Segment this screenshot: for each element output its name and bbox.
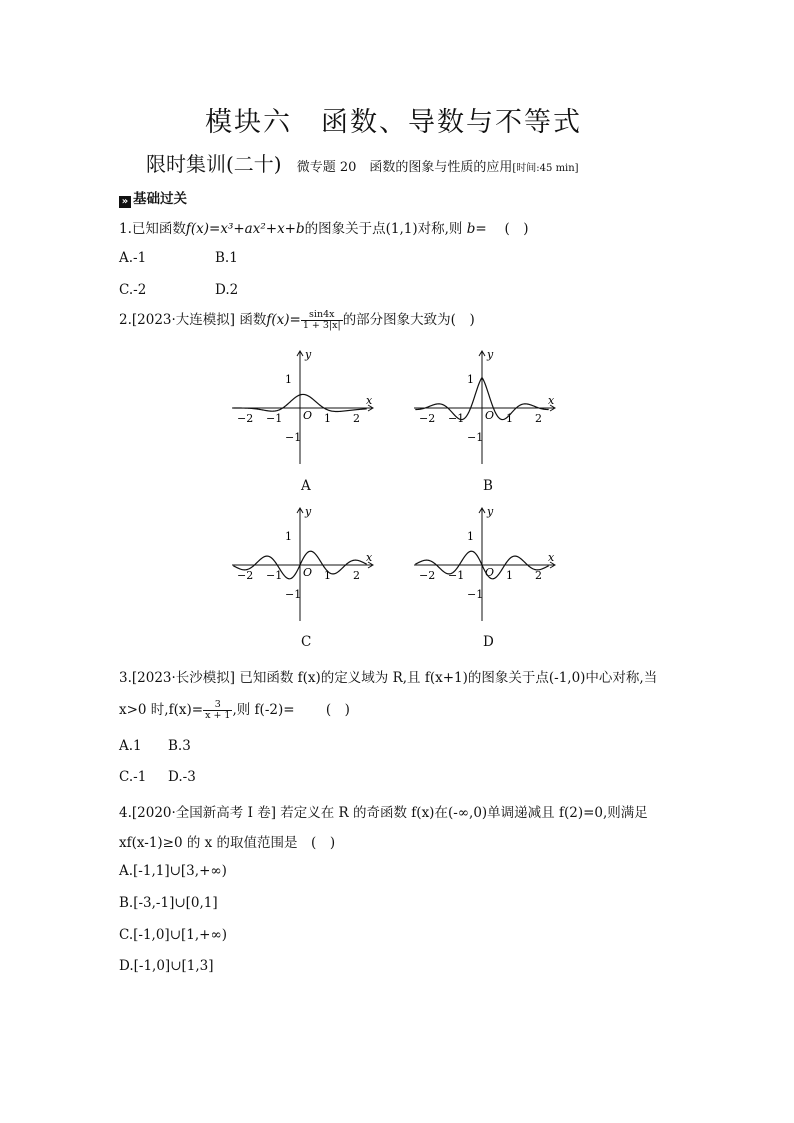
y-axis-name: y [487,505,494,518]
question-1 [119,217,529,237]
q1-option-c[interactable]: C.-2 [119,282,147,298]
q2-fraction [301,310,343,331]
q2-post: 的部分图象大致为( ) [342,312,475,328]
y-axis-name: y [305,505,312,518]
q4-line-2: xf(x-1)≥0 的 x 的取值范围是 ( ) [119,835,336,851]
x-tick-label: −2 [237,569,254,582]
q3-denominator: x + 1 [205,710,231,721]
graph-svg [410,503,560,623]
q3-line2-post: ,则 f(-2)= ( ) [232,702,350,718]
y-tick-label: 1 [467,373,474,386]
q1-option-d[interactable]: D.2 [215,282,239,298]
x-tick-label: 1 [506,569,513,582]
y-tick-label: 1 [285,530,292,543]
q2-fx: f(x)= [266,312,301,328]
x-tick-label: −2 [237,412,254,425]
x-tick-label: 2 [353,569,360,582]
x-tick-label: 1 [506,412,513,425]
q2-pre: 2.[2023·大连模拟] 函数 [119,312,267,328]
graph-a [228,346,378,470]
graph-label-a[interactable]: A [301,478,311,494]
x-tick-label: −1 [448,412,465,425]
q2-denominator: 1 + 3|x| [302,320,341,331]
q3-line-2 [119,698,350,721]
x-tick-label: −1 [448,569,465,582]
topic: 微专题 20 函数的图象与性质的应用 [296,160,513,175]
y-axis-name: y [487,348,494,361]
q3-option-b[interactable]: B.3 [168,738,191,754]
q3-option-c[interactable]: C.-1 [119,769,147,785]
q1-option-b[interactable]: B.1 [215,250,238,266]
q4-line-1: 4.[2020·全国新高考 I 卷] 若定义在 R 的奇函数 f(x)在(-∞,0)单调递减且 f(2)=0,则满足 [119,805,648,821]
x-tick-label: −1 [266,412,283,425]
x-tick-label: 2 [535,569,542,582]
q1-post: 的图象关于点(1,1)对称,则 [304,221,463,237]
y-tick-label: −1 [285,431,302,444]
q3-line-1: 3.[2023·长沙模拟] 已知函数 f(x)的定义域为 R,且 f(x+1)的图象关于点(-1,0)中心对称,当 [119,670,658,686]
x-tick-label: 2 [353,412,360,425]
x-axis-name: x [548,551,555,564]
graph-label-c[interactable]: C [301,634,312,650]
x-tick-label: −2 [419,569,436,582]
x-tick-label: 2 [535,412,542,425]
y-tick-label: 1 [285,373,292,386]
q4-option-d[interactable]: D.[-1,0]∪[1,3] [119,958,214,974]
q1-pre: 1.已知函数 [119,221,186,237]
subtitle: 限时集训(二十) [146,152,282,176]
q1-option-a[interactable]: A.-1 [119,250,147,266]
y-axis-name: y [305,348,312,361]
double-chevron-icon: » [119,196,131,208]
x-tick-label: −1 [266,569,283,582]
x-tick-label: 1 [324,412,331,425]
x-tick-label: 1 [324,569,331,582]
q4-option-a[interactable]: A.[-1,1]∪[3,+∞) [119,863,227,879]
q3-line2-pre: x>0 时,f(x)= [119,702,204,718]
y-tick-label: −1 [467,431,484,444]
q4-option-c[interactable]: C.[-1,0]∪[1,+∞) [119,927,227,943]
q1-var: b [466,221,476,237]
graph-svg [410,346,560,466]
section-label: 基础过关 [133,191,187,207]
q3-fraction [203,700,232,721]
subtitle-line [146,148,579,177]
x-axis-name: x [548,394,555,407]
q1-formula: f(x)=x³+ax²+x+b [185,221,305,237]
origin-label: O [485,409,495,422]
graph-d [410,503,560,627]
q3-numerator: 3 [203,700,232,711]
time-limit: [时间:45 min] [512,163,579,174]
origin-label: O [303,566,313,579]
graph-b [410,346,560,470]
question-2 [119,308,475,331]
y-tick-label: −1 [467,588,484,601]
q4-option-b[interactable]: B.[-3,-1]∪[0,1] [119,895,218,911]
x-axis-name: x [366,394,373,407]
graph-c [228,503,378,627]
graph-svg [228,503,378,623]
q2-numerator: sin4x [301,310,343,321]
q1-end: = ( ) [475,221,529,237]
q3-option-d[interactable]: D.-3 [168,769,196,785]
y-tick-label: −1 [285,588,302,601]
graph-label-d[interactable]: D [483,634,494,650]
origin-label: O [303,409,313,422]
y-tick-label: 1 [467,530,474,543]
origin-label: O [485,566,495,579]
graph-label-b[interactable]: B [483,478,493,494]
x-tick-label: −2 [419,412,436,425]
module-title: 模块六 函数、导数与不等式 [205,107,582,138]
q3-option-a[interactable]: A.1 [119,738,142,754]
graph-svg [228,346,378,466]
section-heading [119,187,187,208]
x-axis-name: x [366,551,373,564]
